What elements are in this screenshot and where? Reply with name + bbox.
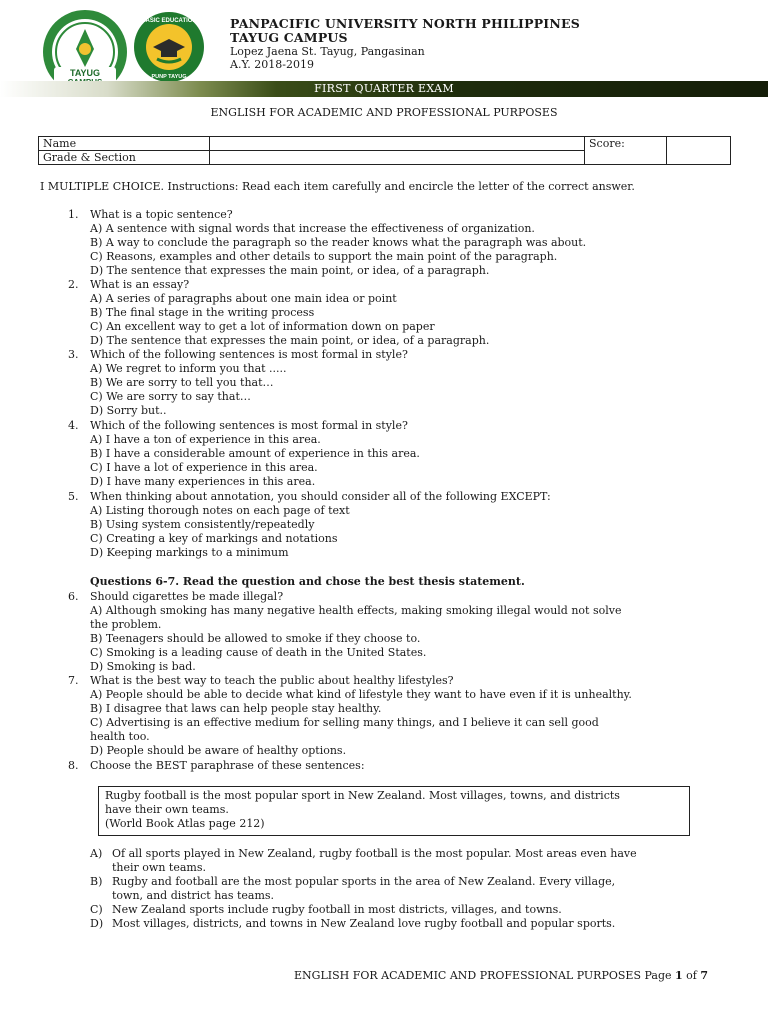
- university-name: PANPACIFIC UNIVERSITY NORTH PHILIPPINES: [230, 16, 580, 31]
- exam-title: FIRST QUARTER EXAM: [314, 82, 454, 95]
- score-field[interactable]: [667, 137, 731, 165]
- choice[interactable]: D) People should be aware of healthy options.: [90, 744, 347, 758]
- name-field[interactable]: [210, 137, 585, 151]
- choice[interactable]: D) I have many experiences in this area.: [90, 475, 316, 489]
- choice[interactable]: D) Sorry but..: [90, 404, 167, 418]
- address: Lopez Jaena St. Tayug, Pangasinan: [230, 45, 425, 58]
- choice[interactable]: C) An excellent way to get a lot of information down on paper: [90, 320, 435, 334]
- question-4: 4. Which of the following sentences is most formal in style? A) I have a ton of experience in this area. B) I have a considerable amount of experience in this area. C) I have a lot of experience in this area. D) I have many experiences in this area.: [68, 419, 420, 489]
- grade-section-field[interactable]: [210, 151, 585, 165]
- question-7: 7. What is the best way to teach the public about healthy lifestyles? A) People should be able to decide what kind of lifestyle they want to have even if it is unhealthy. B) I disagree that laws can help people stay healthy. C) Advertising is an effective medium for selling many things, and I believe it can sell good health too. D) People should be aware of healthy options.: [68, 674, 632, 758]
- choice[interactable]: B) We are sorry to tell you that…: [90, 376, 274, 390]
- score-label: Score:: [585, 137, 667, 165]
- grade-section-label: Grade & Section: [39, 151, 210, 165]
- q8-choice-b[interactable]: B) Rugby and football are the most popular sports in the area of New Zealand. Every village, town, and district has teams.: [90, 875, 616, 903]
- student-info-table: [38, 136, 731, 165]
- choice[interactable]: A) People should be able to decide what kind of lifestyle they want to have even if it is unhealthy.: [90, 688, 632, 702]
- question-6: 6. Should cigarettes be made illegal? A) Although smoking has many negative health effects, making smoking illegal would not solve the problem. B) Teenagers should be allowed to smoke if they choose to. C) Smoking is a leading cause of death in the United States. D) Smoking is bad.: [68, 590, 622, 674]
- question-2: 2. What is an essay? A) A series of paragraphs about one main idea or point B) The final stage in the writing process C) An excellent way to get a lot of information down on paper D) The sentence that expresses the main point, or idea, of a paragraph.: [68, 278, 490, 348]
- choice[interactable]: A) Listing thorough notes on each page of text: [90, 504, 350, 518]
- choice[interactable]: B) A way to conclude the paragraph so the reader knows what the paragraph was about.: [90, 236, 587, 250]
- choice[interactable]: C) Reasons, examples and other details to support the main point of the paragraph.: [90, 250, 558, 264]
- choice[interactable]: B) I disagree that laws can help people stay healthy.: [90, 702, 382, 716]
- choice[interactable]: A) A series of paragraphs about one main idea or point: [90, 292, 397, 306]
- question-1: 1. What is a topic sentence? A) A sentence with signal words that increase the effectiveness of organization. B) A way to conclude the paragraph so the reader knows what the paragraph was about. C) Reasons, examples and other details to support the main point of the paragraph. D) The sentence that expresses the main point, or idea, of a paragraph.: [68, 208, 587, 278]
- choice[interactable]: D) Keeping markings to a minimum: [90, 546, 289, 560]
- instructions: I MULTIPLE CHOICE. Instructions: Read each item carefully and encircle the letter of the correct answer.: [40, 180, 635, 193]
- choice[interactable]: A) Although smoking has many negative health effects, making smoking illegal would not solve: [90, 604, 622, 618]
- svg-text:PUNP TAYUG: PUNP TAYUG: [151, 74, 187, 80]
- choice[interactable]: A) We regret to inform you that .....: [90, 362, 287, 376]
- basic-education-logo: [133, 11, 205, 83]
- svg-text:TAYUG: TAYUG: [69, 68, 101, 78]
- question-3: 3. Which of the following sentences is most formal in style? A) We regret to inform you that ..... B) We are sorry to tell you that… C) We are sorry to say that… D) Sorry but..: [68, 348, 408, 418]
- choice[interactable]: C) Smoking is a leading cause of death in the United States.: [90, 646, 427, 660]
- choice[interactable]: C) We are sorry to say that…: [90, 390, 251, 404]
- choice[interactable]: B) Using system consistently/repeatedly: [90, 518, 315, 532]
- choice[interactable]: A) A sentence with signal words that increase the effectiveness of organization.: [90, 222, 535, 236]
- choice[interactable]: C) Advertising is an effective medium for selling many things, and I believe it can sell good: [90, 716, 599, 730]
- choice[interactable]: D) Smoking is bad.: [90, 660, 196, 674]
- svg-text:BASIC EDUCATION: BASIC EDUCATION: [141, 18, 197, 24]
- subject-title: ENGLISH FOR ACADEMIC AND PROFESSIONAL PURPOSES: [210, 106, 558, 119]
- choice[interactable]: C) I have a lot of experience in this area.: [90, 461, 318, 475]
- question-5: 5. When thinking about annotation, you should consider all of the following EXCEPT: A) Listing thorough notes on each page of text B) Using system consistently/repeatedly C) Creating a key of markings and notations D) Keeping markings to a minimum: [68, 490, 551, 560]
- choice[interactable]: B) Teenagers should be allowed to smoke if they choose to.: [90, 632, 421, 646]
- page-footer: ENGLISH FOR ACADEMIC AND PROFESSIONAL PURPOSES Page 1 of 7: [294, 969, 708, 982]
- q8-choice-d[interactable]: D) Most villages, districts, and towns in New Zealand love rugby football and popular sports.: [90, 917, 616, 930]
- name-label: Name: [39, 137, 210, 151]
- choice[interactable]: B) I have a considerable amount of experience in this area.: [90, 447, 420, 461]
- choice[interactable]: A) I have a ton of experience in this area.: [90, 433, 321, 447]
- school-year: A.Y. 2018-2019: [230, 58, 314, 71]
- choice[interactable]: C) Creating a key of markings and notations: [90, 532, 338, 546]
- choice[interactable]: D) The sentence that expresses the main point, or idea, of a paragraph.: [90, 264, 490, 278]
- choice[interactable]: D) The sentence that expresses the main point, or idea, of a paragraph.: [90, 334, 490, 348]
- campus-name: TAYUG CAMPUS: [230, 30, 348, 45]
- quoted-passage: Rugby football is the most popular sport in New Zealand. Most villages, towns, and districts have their own teams. (World Book Atlas page 212): [98, 786, 690, 836]
- choice[interactable]: B) The final stage in the writing process: [90, 306, 315, 320]
- question-8: 8. Choose the BEST paraphrase of these sentences:: [68, 759, 365, 772]
- q8-choice-a[interactable]: A) Of all sports played in New Zealand, rugby football is the most popular. Most areas even have their own teams.: [90, 847, 637, 875]
- q8-choice-c[interactable]: C) New Zealand sports include rugby football in most districts, villages, and towns.: [90, 903, 562, 916]
- questions-6-7-heading: Questions 6-7. Read the question and chose the best thesis statement.: [90, 575, 525, 588]
